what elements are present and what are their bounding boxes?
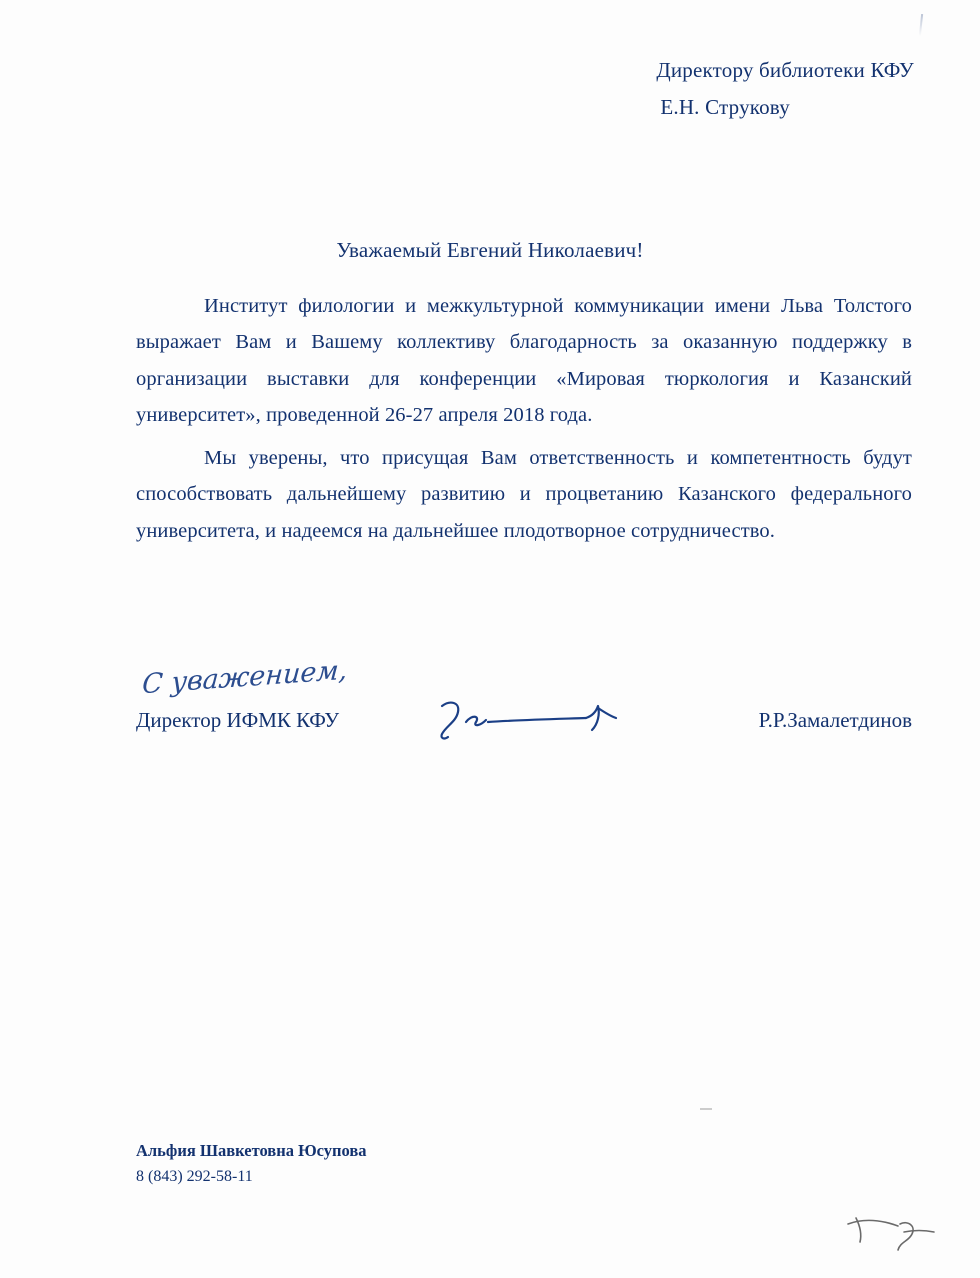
handwritten-regards-text: С уважением, bbox=[141, 654, 349, 701]
letter-body bbox=[136, 288, 912, 549]
addressee-line-2: Е.Н. Струкову bbox=[660, 94, 790, 119]
signature-block bbox=[136, 654, 912, 770]
addressee-block bbox=[656, 52, 914, 126]
body-paragraph-2: Мы уверены, что присущая Вам ответственность и компетентность будут способствовать дальнейшему развитию и процветанию Казанского федерального университета, и надеемся на дальнейшее плодотворное сотрудничество. bbox=[136, 446, 912, 542]
contact-phone-number: 8 (843) 292-58-11 bbox=[136, 1168, 253, 1186]
signatory-name: Р.Р.Замалетдинов bbox=[758, 708, 912, 732]
stray-ink-mark-middle bbox=[700, 1108, 712, 1110]
signatory-role: Директор ИФМК КФУ bbox=[136, 708, 340, 732]
contact-person-name: Альфия Шавкетовна Юсупова bbox=[136, 1141, 367, 1160]
corner-scribble-icon bbox=[842, 1208, 952, 1256]
footer-contact-block bbox=[136, 1138, 367, 1190]
salutation: Уважаемый Евгений Николаевич! bbox=[336, 238, 644, 262]
stray-ink-mark-top bbox=[919, 14, 923, 36]
body-paragraph-1: Институт филологии и межкультурной коммуникации имени Льва Толстого выражает Вам и Вашему коллективу благодарность за оказанную поддержку в организации выставки для конференции «Мировая тюркология и Казанский университет», проведенной 26-27 апреля 2018 года. bbox=[136, 295, 912, 427]
handwritten-signature-icon bbox=[436, 696, 676, 742]
addressee-line-1: Директору библиотеки КФУ bbox=[656, 58, 914, 82]
